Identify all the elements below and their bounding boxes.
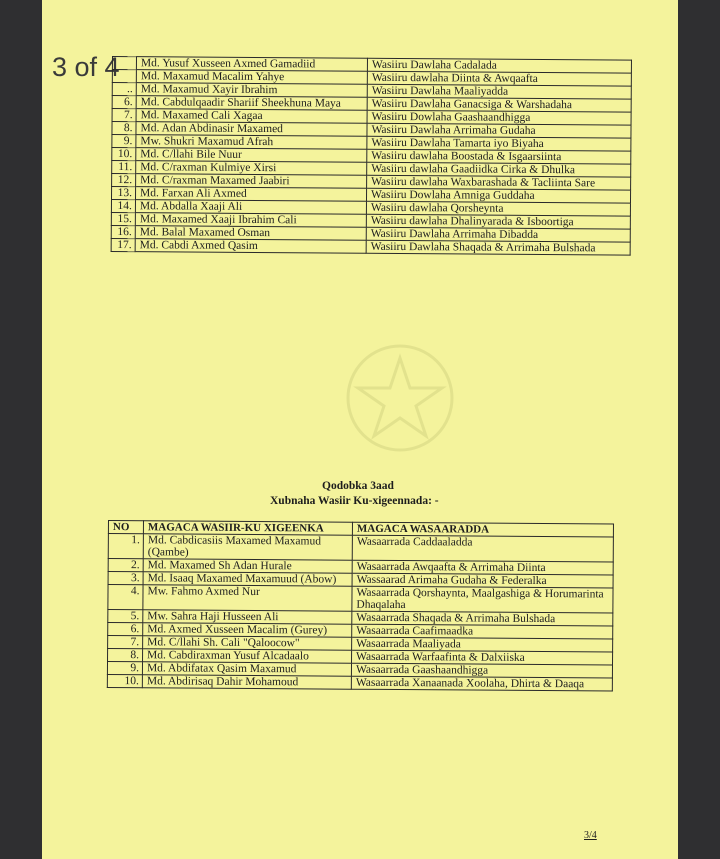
row-number: 5. bbox=[108, 610, 143, 623]
row-number: 6. bbox=[108, 623, 143, 636]
row-number: 8. bbox=[108, 649, 143, 662]
person-name: Md. Yusuf Xusseen Axmed Gamadiid bbox=[136, 57, 367, 72]
row-number: 10. bbox=[107, 674, 142, 687]
ministry-name: Wasaarrada Gaashaandhigga bbox=[351, 663, 612, 678]
row-number: 1. bbox=[108, 534, 143, 559]
header-ministry: MAGACA WASAARADDA bbox=[352, 522, 613, 537]
person-name: Md. C/llahi Sh. Cali "Qaloocow" bbox=[143, 636, 352, 650]
ministry-name: Wasiiru dawlaha Qorsheynta bbox=[366, 201, 630, 216]
person-name: Md. Maxamed Sh Adan Hurale bbox=[143, 559, 352, 573]
page-number: 3/4 bbox=[584, 830, 597, 841]
row-number: 9. bbox=[107, 662, 142, 675]
ministry-name: Wasaarrada Caddaaladda bbox=[352, 535, 613, 562]
ministry-name: Wasiiru Dawlaha Cadalada bbox=[367, 58, 631, 73]
ministry-name: Wasaarrada Xanaanada Xoolaha, Dhirta & Daaqa bbox=[351, 676, 612, 691]
row-number: 14. bbox=[111, 200, 135, 213]
person-name: Md. Farxan Ali Axmed bbox=[135, 187, 366, 202]
person-name: Md. Maxamud Xayir Ibrahim bbox=[136, 83, 367, 98]
row-number: 15. bbox=[111, 212, 135, 225]
row-number: 11. bbox=[112, 161, 136, 174]
ministry-name: Wasaarrada Warfaafinta & Dalxiiska bbox=[352, 650, 613, 665]
person-name: Md. Cabdiraxman Yusuf Alcadaalo bbox=[143, 649, 352, 663]
table-row bbox=[108, 585, 613, 614]
person-name: Md. C/raxman Kulmiye Xirsi bbox=[136, 161, 367, 176]
row-number: 2. bbox=[108, 559, 143, 572]
ministry-name: Wasiiru dawlaha Diinta & Awqaafta bbox=[367, 71, 631, 86]
row-number: 7. bbox=[112, 109, 136, 122]
deputy-ministers-table bbox=[107, 520, 614, 692]
ministry-name: Wasaarrada Maaliyada bbox=[352, 637, 613, 652]
person-name: Mw. Sahra Haji Husseen Ali bbox=[143, 610, 352, 624]
ministry-name: Wasiiru Dowlaha Gaashaandhigga bbox=[367, 110, 631, 125]
ministry-name: Wasiiru Dawlaha Shaqada & Arrimaha Bulshada bbox=[366, 240, 630, 255]
person-name: Md. C/llahi Bile Nuur bbox=[136, 148, 367, 163]
row-number: 6. bbox=[112, 96, 136, 109]
ministry-name: Wasiiru dawlaha Gaadiidka Cirka & Dhulka bbox=[367, 162, 631, 177]
header-name: MAGACA WASIIR-KU XIGEENKA bbox=[143, 521, 352, 535]
section-subtitle: Xubnaha Wasiir Ku-xigeennada: - bbox=[270, 495, 439, 507]
row-number: 10. bbox=[112, 148, 136, 161]
row-number: 13. bbox=[111, 187, 135, 200]
page-counter-badge: 3 of 4 bbox=[52, 52, 120, 82]
ministry-name: Wasiiru Dawlaha Maaliyadda bbox=[367, 84, 631, 99]
row-number: 7. bbox=[108, 636, 143, 649]
ministry-name: Wasiiru dawlaha Boostada & Isgaarsiinta bbox=[367, 149, 631, 164]
row-number: .. bbox=[112, 83, 136, 96]
ministry-name: Wasaarrada Shaqada & Arrimaha Bulshada bbox=[352, 611, 613, 626]
table-row bbox=[107, 674, 612, 691]
person-name: Md. Balal Maxamed Osman bbox=[135, 226, 366, 241]
person-name: Md. Abdifatax Qasim Maxamud bbox=[142, 662, 351, 676]
person-name: Md. Maxamud Macalim Yahye bbox=[136, 70, 367, 85]
ministry-name: Wasaarrada Caafimaadka bbox=[352, 624, 613, 639]
row-number: 8. bbox=[112, 122, 136, 135]
row-number: 3. bbox=[108, 572, 143, 585]
person-name: Md. Axmed Xusseen Macalim (Gurey) bbox=[143, 623, 352, 637]
person-name: Md. Cabdi Axmed Qasim bbox=[135, 239, 366, 254]
row-number: 17. bbox=[111, 238, 135, 251]
ministry-name: Wasiiru Dawlaha Arrimaha Dibadda bbox=[366, 227, 630, 242]
person-name: Md. Abdalla Xaaji Ali bbox=[135, 200, 366, 215]
row-number: 16. bbox=[111, 225, 135, 238]
person-name: Md. Cabdulqaadir Shariif Sheekhuna Maya bbox=[136, 96, 367, 111]
ministry-name: Wassaarad Arimaha Gudaha & Federalka bbox=[352, 573, 613, 588]
ministry-name: Wasiiru dawlaha Dhalinyarada & Isboortiga bbox=[366, 214, 630, 229]
ministry-name: Wasiiru dawlaha Waxbarashada & Tacliinta Sare bbox=[367, 175, 631, 190]
person-name: Md. Isaaq Maxamed Maxamuud (Abow) bbox=[143, 572, 352, 586]
row-number: 4. bbox=[108, 585, 143, 610]
person-name: Md. Maxamed Xaaji Ibrahim Cali bbox=[135, 213, 366, 228]
section-title: Qodobka 3aad bbox=[322, 480, 394, 492]
row-number: 9. bbox=[112, 135, 136, 148]
ministry-name: Wasiiru Dawlaha Tamarta iyo Biyaha bbox=[367, 136, 631, 151]
person-name: Mw. Shukri Maxamud Afrah bbox=[136, 135, 367, 150]
person-name: Md. Adan Abdinasir Maxamed bbox=[136, 122, 367, 137]
person-name: Md. Abdirisaq Dahir Mohamoud bbox=[142, 675, 351, 689]
table-row bbox=[108, 534, 613, 563]
ministry-name: Wasaarrada Awqaafta & Arrimaha Diinta bbox=[352, 560, 613, 575]
ministry-name: Wasiiru Dawlaha Ganacsiga & Warshadaha bbox=[367, 97, 631, 112]
ministers-of-state-table bbox=[111, 56, 632, 256]
ministry-name: Wasiiru Dawlaha Arrimaha Gudaha bbox=[367, 123, 631, 138]
ministry-name: Wasaarrada Qorshaynta, Maalgashiga & Horumarinta Dhaqalaha bbox=[352, 586, 613, 613]
ministry-name: Wasiiru Dowlaha Amniga Guddaha bbox=[366, 188, 630, 203]
header-no: NO bbox=[108, 521, 143, 534]
row-number bbox=[112, 57, 136, 70]
emblem-watermark-icon bbox=[330, 338, 470, 458]
person-name: Md. C/raxman Maxamed Jaabiri bbox=[136, 174, 367, 189]
row-number: 12. bbox=[112, 174, 136, 187]
person-name: Md. Cabdicasiis Maxamed Maxamud (Qambe) bbox=[143, 534, 352, 560]
row-number bbox=[112, 70, 136, 83]
person-name: Md. Maxamed Cali Xagaa bbox=[136, 109, 367, 124]
person-name: Mw. Fahmo Axmed Nur bbox=[143, 585, 352, 611]
